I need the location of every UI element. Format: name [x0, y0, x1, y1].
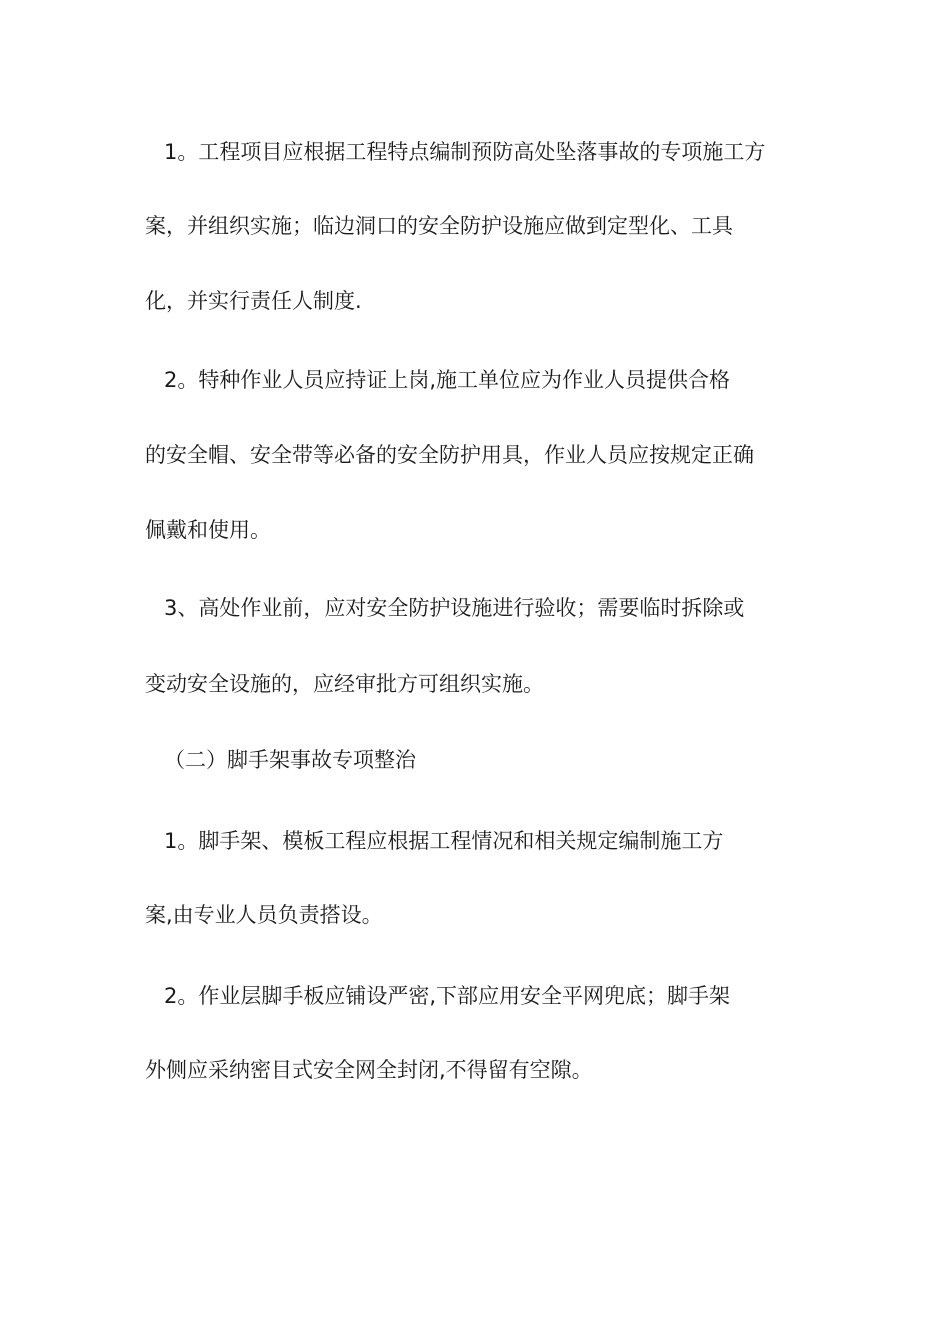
- text-line: 1。脚手架、模板工程应根据工程情况和相关规定编制施工方: [164, 829, 724, 853]
- text-line: 佩戴和使用。: [145, 518, 271, 542]
- text-line: 案，并组织实施；临边洞口的安全防护设施应做到定型化、工具: [145, 214, 733, 238]
- section-heading: （二）脚手架事故专项整治: [164, 748, 416, 772]
- text-line: 外侧应采纳密目式安全网全封闭,不得留有空隙。: [145, 1058, 593, 1082]
- text-line: 3、高处作业前，应对安全防护设施进行验收；需要临时拆除或: [164, 596, 745, 620]
- text-line: 案,由专业人员负责搭设。: [145, 903, 383, 927]
- text-line: 的安全帽、安全带等必备的安全防护用具，作业人员应按规定正确: [145, 443, 754, 467]
- text-line: 2。作业层脚手板应铺设严密,下部应用安全平网兜底；脚手架: [164, 984, 731, 1008]
- text-line: 化，并实行责任人制度.: [145, 289, 362, 313]
- text-line: 2。特种作业人员应持证上岗,施工单位应为作业人员提供合格: [164, 368, 731, 392]
- text-line: 1。工程项目应根据工程特点编制预防高处坠落事故的专项施工方: [164, 140, 766, 164]
- text-line: 变动安全设施的，应经审批方可组织实施。: [145, 672, 544, 696]
